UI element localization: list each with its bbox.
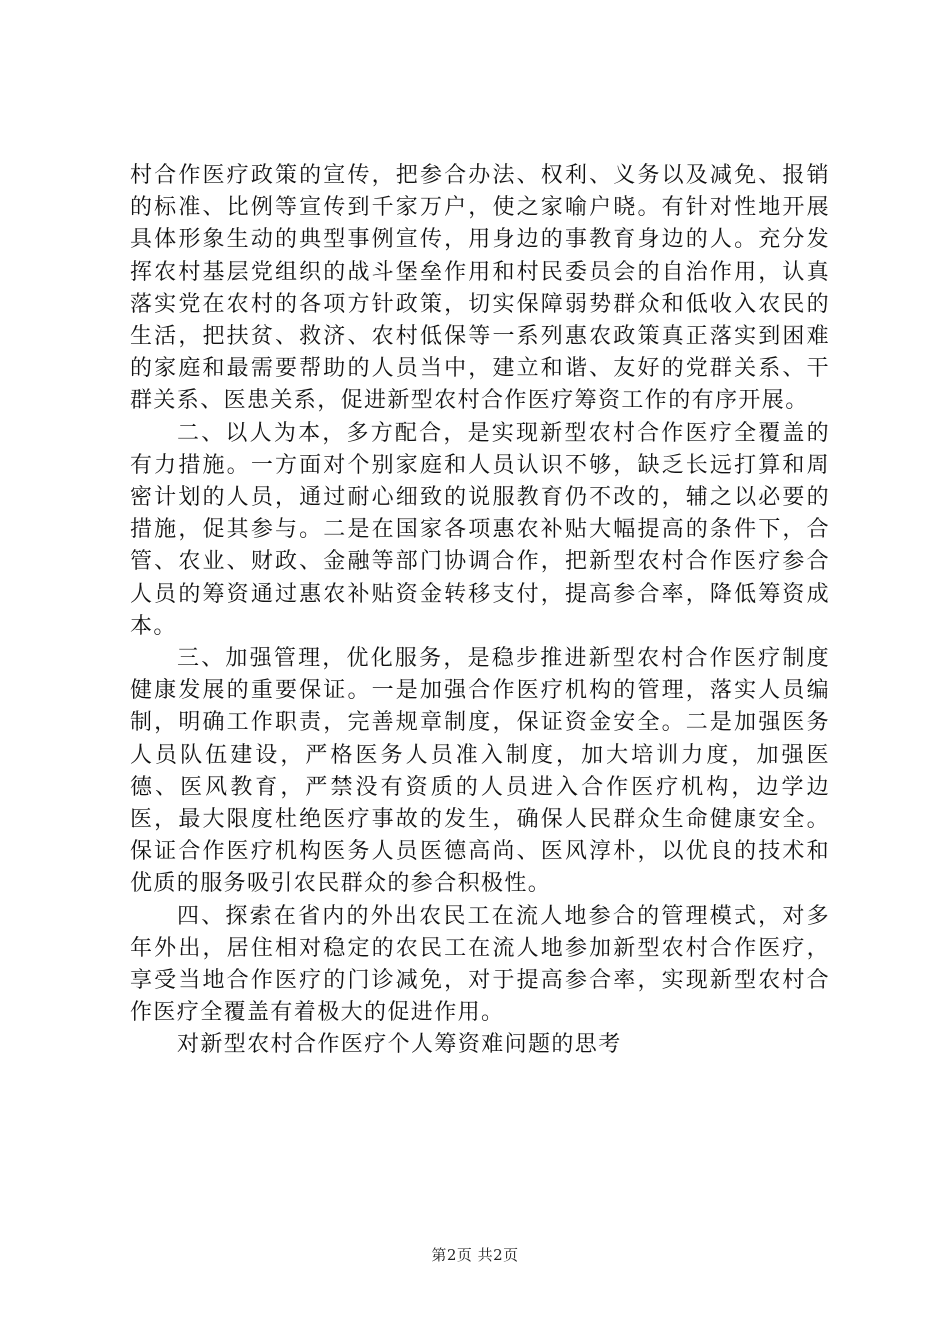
paragraph-continuation: 村合作医疗政策的宣传，把参合办法、权利、义务以及减免、报销的标准、比例等宣传到千家万户，使之家喻户晓。有针对性地开展具体形象生动的典型事例宣传，用身边的事教育身边的人。充分发挥农村基层党组织的战斗堡垒作用和村民委员会的自治作用，认真落实党在农村的各项方针政策，切实保障弱势群众和低收入农民的生活，把扶贫、救济、农村低保等一系列惠农政策真正落实到困难的家庭和最需要帮助的人员当中，建立和谐、友好的党群关系、干群关系、医患关系，促进新型农村合作医疗筹资工作的有序开展。 (130, 163, 830, 414)
paragraph-section-four: 四、探索在省内的外出农民工在流人地参合的管理模式，对多年外出，居住相对稳定的农民工在流人地参加新型农村合作医疗，享受当地合作医疗的门诊减免，对于提高参合率，实现新型农村合作医疗全覆盖有着极大的促进作用。 (130, 903, 830, 1026)
document-body (130, 160, 830, 1062)
page-footer: 第2页 共2页 (431, 1246, 519, 1264)
paragraph-section-three: 三、加强管理，优化服务，是稳步推进新型农村合作医疗制度健康发展的重要保证。一是加强合作医疗机构的管理，落实人员编制，明确工作职责，完善规章制度，保证资金安全。二是加强医务人员队伍建设，严格医务人员准入制度，加大培训力度，加强医德、医风教育，严禁没有资质的人员进入合作医疗机构，边学边医，最大限度杜绝医疗事故的发生，确保人民群众生命健康安全。保证合作医疗机构医务人员医德高尚、医风淳朴，以优良的技术和优质的服务吸引农民群众的参合积极性。 (130, 646, 830, 897)
paragraph-section-two: 二、以人为本，多方配合，是实现新型农村合作医疗全覆盖的有力措施。一方面对个别家庭和人员认识不够，缺乏长远打算和周密计划的人员，通过耐心细致的说服教育仍不改的，辅之以必要的措施，促其参与。二是在国家各项惠农补贴大幅提高的条件下，合管、农业、财政、金融等部门协调合作，把新型农村合作医疗参合人员的筹资通过惠农补贴资金转移支付，提高参合率，降低筹资成本。 (130, 420, 830, 639)
document-title-line: 对新型农村合作医疗个人筹资难问题的思考 (177, 1032, 622, 1058)
